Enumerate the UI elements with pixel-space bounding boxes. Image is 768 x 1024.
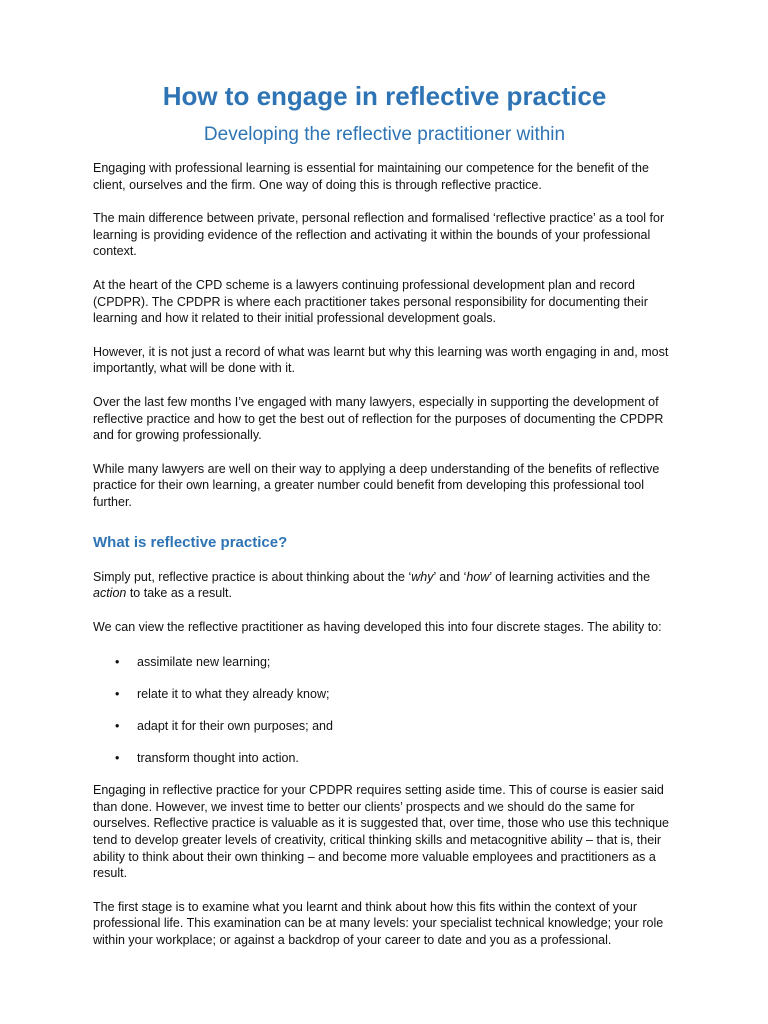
list-item (115, 686, 676, 703)
simply-put-action: action (93, 586, 127, 601)
paragraph-first-stage: The first stage is to examine what you learnt and think about how this fits within the context of your professional life. This examination can be at many levels: your specialist technical knowledge; your role within your workplace; or against a backdrop of your career to date and you as a professional. (93, 899, 664, 947)
document-title: How to engage in reflective practice (162, 81, 607, 111)
paragraph-many-lawyers: While many lawyers are well on their way to applying a deep understanding of the benefits of reflective practice for their own learning, a greater number could benefit from developing this professional tool further. (93, 461, 660, 509)
simply-put-why: why (411, 569, 434, 584)
list-item (115, 750, 676, 767)
bullet-marker: • (115, 719, 120, 734)
simply-put-part1: Simply put, reflective practice is about thinking about the ‘ (93, 569, 412, 584)
paragraph-cpd-scheme: At the heart of the CPD scheme is a lawyers continuing professional development plan and record (CPDPR). The CPDPR is where each practitioner takes personal responsibility for documenting their learning and how it related to their initial professional development goals. (93, 277, 648, 326)
list-item (115, 654, 676, 671)
paragraph-engaging: Engaging with professional learning is essential for maintaining our competence for the benefit of the client, ourselves and the firm. One way of doing this is through reflective practice. (93, 161, 649, 192)
bullet-marker: • (115, 655, 120, 670)
simply-put-part3: ’ of learning activities and the (489, 569, 651, 584)
bullet-text: assimilate new learning; (137, 655, 271, 670)
section-heading-what-is: What is reflective practice? (93, 533, 288, 551)
bullet-text: adapt it for their own purposes; and (137, 719, 333, 734)
simply-put-part4: to take as a result. (126, 586, 232, 601)
paragraph-simply-put (93, 569, 676, 602)
paragraph-setting-aside-time: Engaging in reflective practice for your CPDPR requires setting aside time. This of course is easier said than done. However, we invest time to better our clients’ prospects and we should do the same for ourselves. Reflective practice is valuable as it is suggested that, over time, those who use this technique tend to develop greater levels of creativity, critical thinking skills and metacognitive ability – that is, their ability to think about their own thinking – and become more valuable employees and practitioners as a result. (93, 783, 669, 881)
list-item (115, 718, 676, 735)
document-subtitle: Developing the reflective practitioner within (203, 124, 566, 145)
bullet-marker: • (115, 687, 120, 702)
paragraph-not-just-record: However, it is not just a record of what was learnt but why this learning was worth engaging in and, most importantly, what will be done with it. (93, 344, 669, 376)
bullet-marker: • (115, 751, 120, 766)
paragraph-main-difference: The main difference between private, personal reflection and formalised ‘reflective practice’ as a tool for learning is providing evidence of the reflection and activating it within the bounds of your professional context. (93, 211, 665, 259)
simply-put-part2: ’ and ‘ (433, 569, 467, 584)
stages-bullet-list (93, 654, 676, 767)
paragraph-last-few-months: Over the last few months I’ve engaged with many lawyers, especially in supporting the development of reflective practice and how to get the best out of reflection for the purposes of documenting the CPDPR and for growing professionally. (93, 394, 664, 443)
paragraph-four-stages: We can view the reflective practitioner as having developed this into four discrete stages. The ability to: (93, 619, 662, 634)
bullet-text: relate it to what they already know; (137, 687, 330, 702)
simply-put-how: how (466, 569, 490, 584)
bullet-text: transform thought into action. (137, 751, 299, 766)
